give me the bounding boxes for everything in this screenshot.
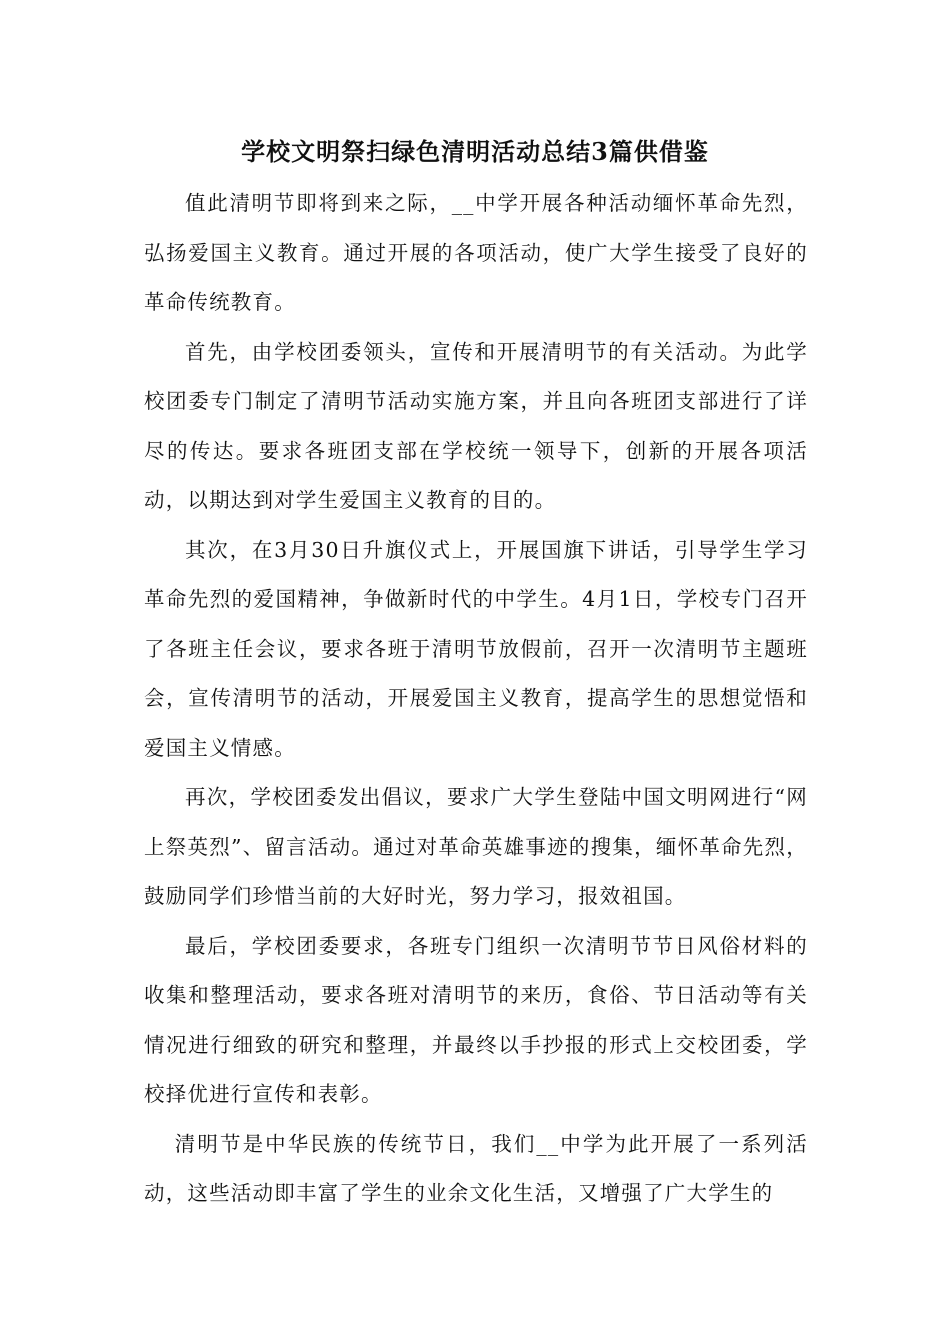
paragraph-5: 最后，学校团委要求，各班专门组织一次清明节节日风俗材料的收集和整理活动，要求各班对清明节的来历，食俗、节日活动等有关情况进行细致的研究和整理，并最终以手抄报的形式上交校团委，学校择优进行宣传和表彰。 (144, 933, 808, 1106)
paragraph-4: 再次，学校团委发出倡议，要求广大学生登陆中国文明网进行“网上祭英烈”、留言活动。通过对革命英雄事迹的搜集，缅怀革命先烈，鼓励同学们珍惜当前的大好时光，努力学习，报效祖国。 (144, 785, 808, 908)
document-body (144, 179, 808, 1219)
document-title: 学校文明祭扫绿色清明活动总结3篇供借鉴 (241, 137, 709, 166)
paragraph-1: 值此清明节即将到来之际，__中学开展各种活动缅怀革命先烈，弘扬爱国主义教育。通过开展的各项活动，使广大学生接受了良好的革命传统教育。 (144, 191, 808, 314)
paragraph-2: 首先，由学校团委领头，宣传和开展清明节的有关活动。为此学校团委专门制定了清明节活动实施方案，并且向各班团支部进行了详尽的传达。要求各班团支部在学校统一领导下，创新的开展各项活动，以期达到对学生爱国主义教育的目的。 (144, 339, 808, 512)
paragraph-3: 其次，在3月30日升旗仪式上，开展国旗下讲话，引导学生学习革命先烈的爱国精神，争做新时代的中学生。4月1日，学校专门召开了各班主任会议，要求各班于清明节放假前，召开一次清明节主题班会，宣传清明节的活动，开展爱国主义教育，提高学生的思想觉悟和爱国主义情感。 (144, 537, 808, 760)
paragraph-6: 清明节是中华民族的传统节日，我们__中学为此开展了一系列活动，这些活动即丰富了学生的业余文化生活，又增强了广大学生的 (144, 1131, 808, 1205)
